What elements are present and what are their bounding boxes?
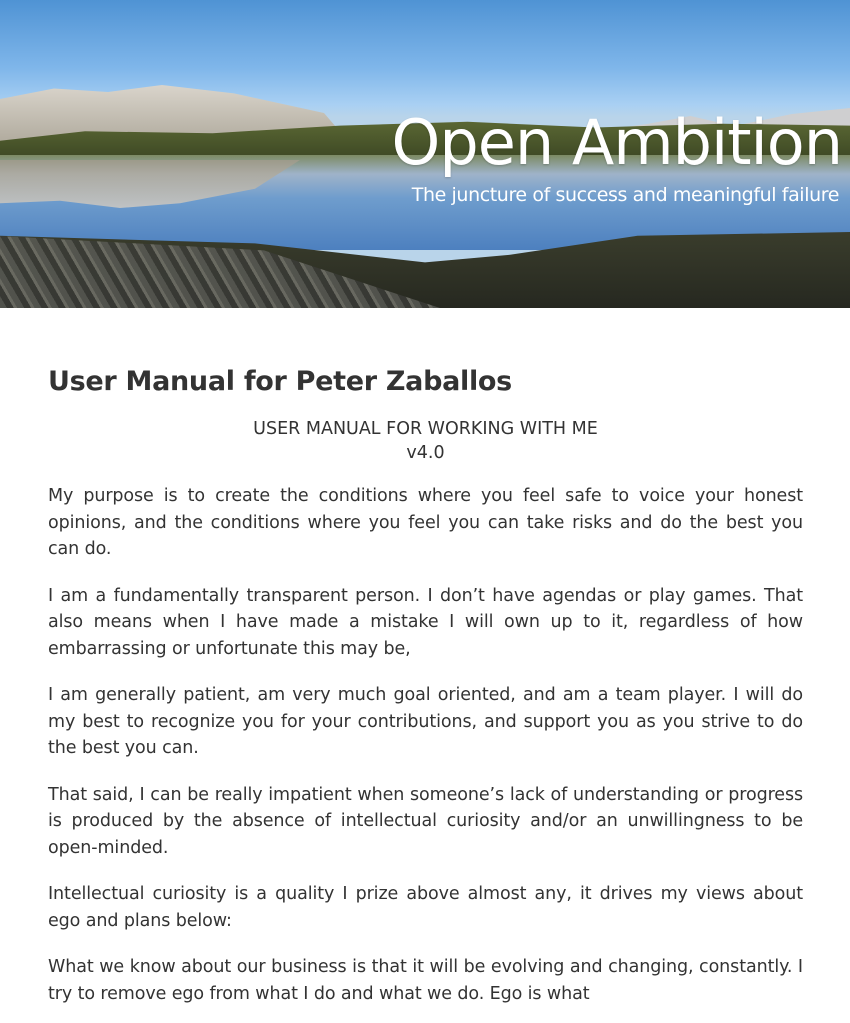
paragraph: My purpose is to create the conditions where you feel safe to voice your honest opinions, and the conditions where you feel you can take risks and do the best you can do. — [48, 486, 803, 559]
paragraph: I am generally patient, am very much goal oriented, and am a team player. I will do my best to recognize you for your contributions, and support you as you strive to do the best you can. — [48, 685, 803, 758]
site-title-link[interactable]: Open Ambition — [391, 106, 842, 179]
post-subtitle-block — [48, 417, 803, 465]
paragraph: That said, I can be really impatient when someone’s lack of understanding or progress is produced by the absence of intellectual curiosity and/or an unwillingness to be open-minded. — [48, 784, 803, 858]
paragraph: Intellectual curiosity is a quality I prize above almost any, it drives my views about ego and plans below: — [48, 884, 803, 931]
paragraph: What we know about our business is that it will be evolving and changing, constantly. I try to remove ego from what I do and what we do. Ego is what — [48, 957, 803, 1004]
post-subtitle: USER MANUAL FOR WORKING WITH ME — [253, 419, 598, 439]
site-tagline: The juncture of success and meaningful failure — [411, 184, 839, 206]
post-title: User Manual for Peter Zaballos — [48, 366, 512, 397]
post-content — [0, 366, 850, 1007]
post-version: v4.0 — [406, 443, 445, 463]
site-header — [0, 0, 850, 308]
paragraph: I am a fundamentally transparent person. I don’t have agendas or play games. That also means when I have made a mistake I will own up to it, regardless of how embarrassing or unfortunate this may be, — [48, 585, 803, 659]
